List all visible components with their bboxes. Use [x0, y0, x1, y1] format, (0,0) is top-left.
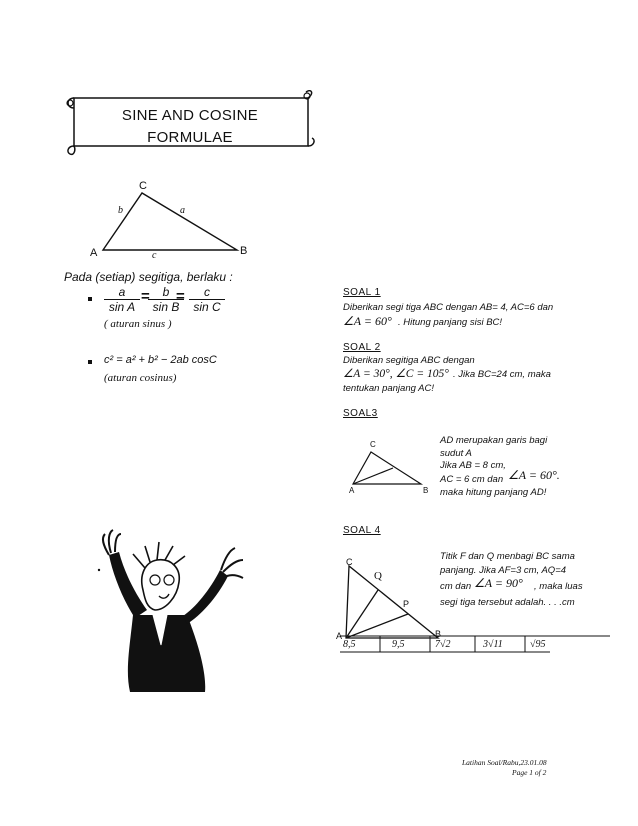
soal-3-vertex-b: B — [423, 486, 429, 495]
vertex-a-label: A — [90, 247, 98, 259]
soal-2-angles: ∠A = 30°, ∠C = 105° — [343, 368, 449, 380]
soal-2-text-line-2: . Jika BC=24 cm, maka — [453, 369, 551, 380]
soal-3-vertex-a: A — [349, 486, 355, 495]
intro-text: Pada (setiap) segitiga, berlaku : — [64, 270, 233, 284]
answer-option-5: √95 — [530, 639, 546, 650]
soal-3-triangle-diagram — [345, 444, 425, 489]
soal-3-heading: SOAL3 — [343, 408, 378, 419]
soal-3-text-line-3: Jika AB = 8 cm, — [440, 460, 506, 471]
cosine-formula: c² = a² + b² − 2ab cosC — [104, 354, 217, 366]
equals-sign-2: = — [176, 288, 185, 305]
denominator-sinB: sin B — [152, 300, 180, 314]
soal-4-point-p: P — [403, 599, 410, 609]
soal-3-vertex-c: C — [370, 440, 376, 449]
side-c-label: c — [152, 250, 157, 261]
soal-2-text-line-3: tentukan panjang AC! — [343, 383, 435, 394]
soal-2-heading: SOAL 2 — [343, 342, 381, 353]
soal-1-text-line-2: . Hitung panjang sisi BC! — [398, 317, 503, 328]
vertex-c-label: C — [139, 180, 147, 192]
cosine-rule-note: (aturan cosinus) — [104, 372, 177, 384]
fraction-a-over-sinA — [104, 285, 140, 314]
numerator-b: b — [148, 285, 184, 300]
numerator-c: c — [189, 285, 225, 300]
title-line-1: SINE AND COSINE — [121, 107, 259, 124]
answer-option-1: 8,5 — [343, 639, 356, 650]
side-a-label: a — [180, 205, 185, 216]
footer-line-1: Latihan Soal/Rabu,23.01.08 — [462, 758, 547, 767]
bullet-sine — [88, 297, 92, 301]
soal-3-text-line-1: AD merupakan garis bagi — [440, 435, 548, 446]
footer-page-number: Page 1 of 2 — [512, 768, 547, 777]
soal-3-text-line-5: maka hitung panjang AD! — [440, 487, 547, 498]
answer-option-4: 3√11 — [483, 639, 503, 650]
soal-4-text-line-2: panjang. Jika AF=3 cm, AQ=4 — [440, 565, 567, 576]
fraction-c-over-sinC — [189, 285, 225, 314]
soal-4-text-line-4: segi tiga tersebut adalah. . . .cm — [440, 597, 575, 608]
sine-rule-note: ( aturan sinus ) — [104, 318, 172, 330]
answer-option-2: 9,5 — [392, 639, 405, 650]
side-b-label: b — [118, 205, 123, 216]
denominator-sinA: sin A — [108, 300, 136, 314]
soal-4-text-line-3a: cm dan — [440, 581, 472, 592]
triangle-abc-diagram — [95, 185, 248, 257]
answer-option-3: 7√2 — [435, 639, 451, 650]
soal-3-text-line-4: AC = 6 cm dan — [440, 474, 504, 485]
soal-4-point-q: Q — [374, 570, 382, 582]
soal-4-vertex-c: C — [346, 557, 353, 567]
soal-1-angle: ∠A = 60° — [343, 314, 392, 328]
answer-choices-table-lines — [340, 635, 610, 655]
soal-4-text-line-3b: , maka luas — [534, 581, 583, 592]
numerator-a: a — [104, 285, 140, 300]
cartoon-professor-illustration — [95, 520, 255, 695]
soal-1-text-line-1: Diberikan segi tiga ABC dengan AB= 4, AC=6 dan — [343, 302, 554, 313]
soal-4-angle: ∠A = 90° — [474, 576, 523, 590]
soal-2-text-line-1: Diberikan segitiga ABC dengan — [343, 355, 475, 366]
denominator-sinC: sin C — [193, 300, 221, 314]
soal-3-angle: ∠A = 60°. — [508, 468, 560, 482]
title-line-2: FORMULAE — [147, 129, 233, 146]
soal-4-text-line-1: Titik F dan Q menbagi BC sama — [440, 551, 575, 562]
vertex-b-label: B — [240, 245, 248, 257]
soal-1-heading: SOAL 1 — [343, 287, 381, 298]
soal-4-vertex-b: B — [435, 629, 442, 639]
equals-sign-1: = — [141, 288, 150, 305]
bullet-cosine — [88, 360, 92, 364]
soal-4-triangle-diagram — [340, 560, 445, 640]
soal-3-text-line-2: sudut A — [440, 448, 472, 459]
soal-4-heading: SOAL 4 — [343, 525, 381, 536]
soal-4-vertex-a: A — [336, 631, 343, 641]
